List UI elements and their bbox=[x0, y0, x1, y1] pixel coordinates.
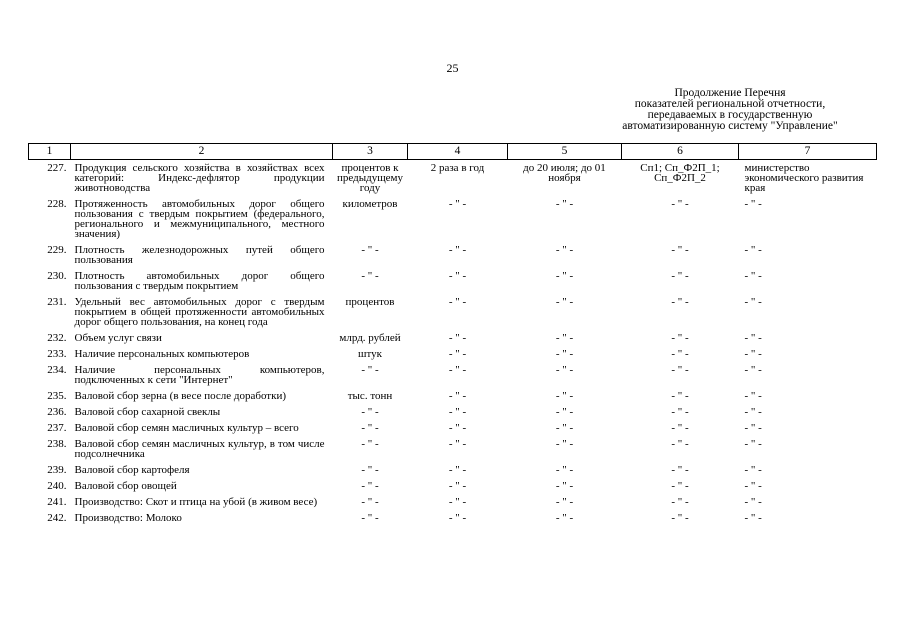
responsible-body: министерство экономического развития края bbox=[744, 162, 864, 194]
responsible-body: - " - bbox=[744, 270, 762, 282]
submission-deadline: - " - bbox=[555, 348, 574, 360]
row-number: 237. bbox=[47, 422, 67, 434]
table-row bbox=[29, 436, 877, 462]
table-row bbox=[29, 268, 877, 294]
reporting-frequency: - " - bbox=[448, 512, 467, 524]
reporting-frequency: - " - bbox=[448, 438, 467, 450]
row-number: 233. bbox=[47, 348, 67, 360]
indicator-name: Производство: Скот и птица на убой (в живом весе) bbox=[74, 496, 318, 508]
table-row bbox=[29, 330, 877, 346]
continuation-line: автоматизированную систему "Управление" bbox=[622, 120, 838, 132]
reporting-form: - " - bbox=[671, 332, 689, 344]
table-row bbox=[29, 294, 877, 330]
column-header: 4 bbox=[408, 144, 508, 160]
indicator-name: Плотность автомобильных дорог общего пользования с твердым покрытием bbox=[74, 270, 325, 292]
unit-of-measure: километров bbox=[342, 198, 398, 210]
reporting-form: - " - bbox=[671, 270, 689, 282]
submission-deadline: - " - bbox=[555, 422, 574, 434]
column-header: 3 bbox=[333, 144, 408, 160]
row-number: 227. bbox=[47, 162, 67, 174]
responsible-body: - " - bbox=[744, 464, 762, 476]
column-header: 1 bbox=[29, 144, 71, 160]
responsible-body: - " - bbox=[744, 480, 762, 492]
indicator-name: Валовой сбор семян масличных культур, в том числе подсолнечника bbox=[74, 438, 325, 460]
submission-deadline: - " - bbox=[555, 438, 574, 450]
responsible-body: - " - bbox=[744, 406, 762, 418]
reporting-frequency: - " - bbox=[448, 332, 467, 344]
responsible-body: - " - bbox=[744, 512, 762, 524]
reporting-form: - " - bbox=[671, 480, 689, 492]
unit-of-measure: - " - bbox=[361, 406, 379, 418]
continuation-line: передаваемых в государственную bbox=[647, 109, 813, 121]
table-row bbox=[29, 160, 877, 197]
responsible-body: - " - bbox=[744, 244, 762, 256]
reporting-form: - " - bbox=[671, 438, 689, 450]
reporting-form: - " - bbox=[671, 198, 689, 210]
reporting-frequency: - " - bbox=[448, 406, 467, 418]
table-row bbox=[29, 346, 877, 362]
row-number: 242. bbox=[47, 512, 67, 524]
responsible-body: - " - bbox=[744, 438, 762, 450]
continuation-line: Продолжение Перечня bbox=[674, 87, 786, 99]
reporting-form: - " - bbox=[671, 364, 689, 376]
row-number: 230. bbox=[47, 270, 67, 282]
submission-deadline: - " - bbox=[555, 296, 574, 308]
table-row bbox=[29, 478, 877, 494]
unit-of-measure: - " - bbox=[361, 244, 379, 256]
table-body bbox=[29, 160, 877, 527]
indicator-name: Производство: Молоко bbox=[74, 512, 182, 524]
table-row bbox=[29, 388, 877, 404]
table-row bbox=[29, 494, 877, 510]
unit-of-measure: - " - bbox=[361, 480, 379, 492]
reporting-form: - " - bbox=[671, 406, 689, 418]
reporting-frequency: - " - bbox=[448, 422, 467, 434]
indicator-name: Валовой сбор зерна (в весе после доработки) bbox=[74, 390, 287, 402]
unit-of-measure: - " - bbox=[361, 496, 379, 508]
submission-deadline: - " - bbox=[555, 332, 574, 344]
submission-deadline: - " - bbox=[555, 464, 574, 476]
reporting-form: - " - bbox=[671, 390, 689, 402]
reporting-form: - " - bbox=[671, 422, 689, 434]
reporting-frequency: - " - bbox=[448, 348, 467, 360]
table-row bbox=[29, 420, 877, 436]
reporting-form: - " - bbox=[671, 348, 689, 360]
row-number: 232. bbox=[47, 332, 67, 344]
reporting-frequency: - " - bbox=[448, 480, 467, 492]
table-row bbox=[29, 196, 877, 242]
unit-of-measure: тыс. тонн bbox=[347, 390, 393, 402]
submission-deadline: - " - bbox=[555, 198, 574, 210]
page-number: 25 bbox=[446, 61, 459, 75]
row-number: 234. bbox=[47, 364, 67, 376]
indicator-name: Плотность железнодорожных путей общего пользования bbox=[74, 244, 325, 266]
table-row bbox=[29, 462, 877, 478]
responsible-body: - " - bbox=[744, 422, 762, 434]
unit-of-measure: - " - bbox=[361, 364, 379, 376]
unit-of-measure: - " - bbox=[361, 512, 379, 524]
table-header-row bbox=[29, 144, 877, 160]
indicator-name: Протяженность автомобильных дорог общего пользования с твердым покрытием (федерального, регионального и межмуниципального, местного значения) bbox=[74, 198, 325, 240]
submission-deadline: до 20 июля; до 01 ноября bbox=[523, 162, 606, 184]
indicators-table bbox=[28, 143, 877, 526]
unit-of-measure: процентов bbox=[345, 296, 395, 308]
column-header: 5 bbox=[508, 144, 622, 160]
reporting-frequency: - " - bbox=[448, 364, 467, 376]
unit-of-measure: млрд. рублей bbox=[339, 332, 401, 344]
indicator-name: Наличие персональных компьютеров bbox=[74, 348, 250, 360]
row-number: 235. bbox=[47, 390, 67, 402]
indicator-name: Удельный вес автомобильных дорог с твердым покрытием в общей протяженности автомобильных дорог общего пользования, на конец года bbox=[74, 296, 325, 328]
reporting-frequency: - " - bbox=[448, 198, 467, 210]
row-number: 231. bbox=[47, 296, 67, 308]
reporting-frequency: - " - bbox=[448, 244, 467, 256]
table-row bbox=[29, 242, 877, 268]
reporting-frequency: 2 раза в год bbox=[430, 162, 485, 174]
indicator-name: Наличие персональных компьютеров, подключенных к сети "Интернет" bbox=[74, 364, 325, 386]
submission-deadline: - " - bbox=[555, 496, 574, 508]
table-row bbox=[29, 362, 877, 388]
table-row bbox=[29, 404, 877, 420]
continuation-line: показателей региональной отчетности, bbox=[634, 98, 826, 110]
reporting-frequency: - " - bbox=[448, 390, 467, 402]
row-number: 239. bbox=[47, 464, 67, 476]
row-number: 236. bbox=[47, 406, 67, 418]
indicator-name: Объем услуг связи bbox=[74, 332, 162, 344]
indicator-name: Валовой сбор семян масличных культур – всего bbox=[74, 422, 299, 434]
unit-of-measure: - " - bbox=[361, 464, 379, 476]
unit-of-measure: - " - bbox=[361, 422, 379, 434]
responsible-body: - " - bbox=[744, 348, 762, 360]
row-number: 241. bbox=[47, 496, 67, 508]
reporting-form: Сп1; Сп_Ф2П_1; Сп_Ф2П_2 bbox=[640, 162, 720, 184]
submission-deadline: - " - bbox=[555, 390, 574, 402]
unit-of-measure: процентов к предыдущему году bbox=[336, 162, 404, 194]
continuation-title bbox=[595, 88, 865, 132]
table-row bbox=[29, 510, 877, 526]
submission-deadline: - " - bbox=[555, 406, 574, 418]
row-number: 229. bbox=[47, 244, 67, 256]
unit-of-measure: - " - bbox=[361, 270, 379, 282]
reporting-frequency: - " - bbox=[448, 270, 467, 282]
reporting-frequency: - " - bbox=[448, 464, 467, 476]
reporting-form: - " - bbox=[671, 244, 689, 256]
responsible-body: - " - bbox=[744, 198, 762, 210]
row-number: 228. bbox=[47, 198, 67, 210]
reporting-frequency: - " - bbox=[448, 296, 467, 308]
responsible-body: - " - bbox=[744, 364, 762, 376]
submission-deadline: - " - bbox=[555, 480, 574, 492]
submission-deadline: - " - bbox=[555, 512, 574, 524]
indicator-name: Продукция сельского хозяйства в хозяйствах всех категорий: Индекс-дефлятор продукции животноводства bbox=[74, 162, 325, 194]
column-header: 2 bbox=[71, 144, 333, 160]
column-header: 7 bbox=[739, 144, 877, 160]
submission-deadline: - " - bbox=[555, 270, 574, 282]
row-number: 240. bbox=[47, 480, 67, 492]
unit-of-measure: - " - bbox=[361, 438, 379, 450]
indicator-name: Валовой сбор картофеля bbox=[74, 464, 190, 476]
responsible-body: - " - bbox=[744, 390, 762, 402]
reporting-form: - " - bbox=[671, 296, 689, 308]
row-number: 238. bbox=[47, 438, 67, 450]
indicator-name: Валовой сбор сахарной свеклы bbox=[74, 406, 221, 418]
submission-deadline: - " - bbox=[555, 244, 574, 256]
unit-of-measure: штук bbox=[358, 348, 382, 360]
reporting-form: - " - bbox=[671, 496, 689, 508]
indicator-name: Валовой сбор овощей bbox=[74, 480, 177, 492]
responsible-body: - " - bbox=[744, 496, 762, 508]
reporting-form: - " - bbox=[671, 512, 689, 524]
responsible-body: - " - bbox=[744, 296, 762, 308]
column-header: 6 bbox=[622, 144, 739, 160]
submission-deadline: - " - bbox=[555, 364, 574, 376]
responsible-body: - " - bbox=[744, 332, 762, 344]
reporting-form: - " - bbox=[671, 464, 689, 476]
reporting-frequency: - " - bbox=[448, 496, 467, 508]
